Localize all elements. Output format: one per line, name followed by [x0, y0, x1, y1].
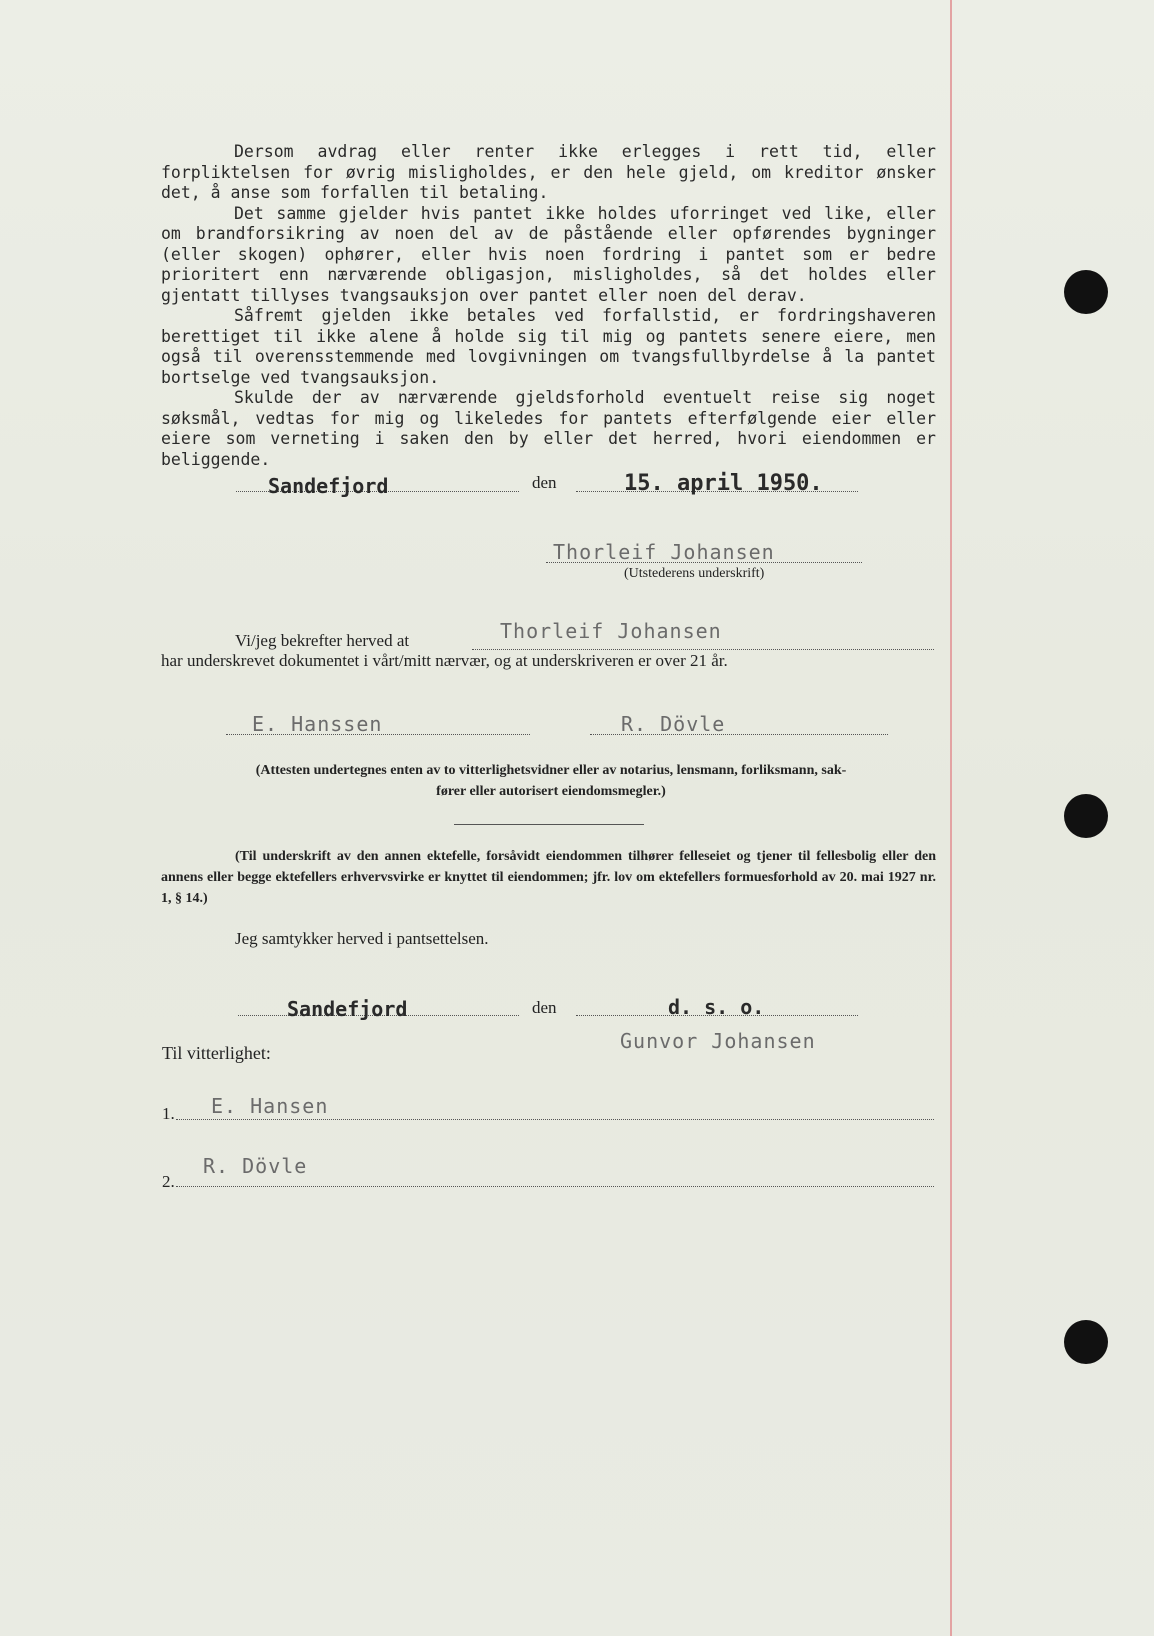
- witness-2-signature: R. Dövle: [203, 1154, 308, 1178]
- witness-2-number: 2.: [162, 1172, 175, 1191]
- punch-hole-top: [1064, 270, 1108, 314]
- issuer-caption: (Utstederens underskrift): [624, 566, 765, 581]
- witness-b-signature: R. Dövle: [621, 712, 726, 736]
- witness-a-signature: E. Hanssen: [252, 712, 383, 736]
- punch-hole-bottom: [1064, 1320, 1108, 1364]
- punch-hole-middle: [1064, 794, 1108, 838]
- confirm-name-line: [472, 649, 934, 650]
- witness-1-number: 1.: [162, 1104, 175, 1123]
- witness-heading: Til vitterlighet:: [162, 1043, 271, 1063]
- attest-note: [161, 760, 941, 802]
- witness-2-line: [176, 1186, 934, 1187]
- den-label-1: den: [532, 473, 557, 492]
- paragraph-default: Dersom avdrag eller renter ikke erlegges i rett tid, eller forpliktelsen for øvrig misligholdes, er den hele gjeld, om kreditor ønsker det, å anse som forfallen til betaling.: [161, 142, 936, 202]
- terms-text: [161, 142, 936, 470]
- paragraph-maturity: Såfremt gjelden ikke betales ved forfallstid, er fordringshaveren berettiget til ikke alene å holde sig til mig og pantets senere eiere, men også til overensstemmende med lovgivningen om tvangsfullbyrdelse å la pantet bortselge ved tvangsauksjon.: [161, 306, 936, 387]
- witness-1-signature: E. Hansen: [211, 1094, 329, 1118]
- witness-b-line: [590, 734, 888, 735]
- date-2: d. s. o.: [668, 995, 765, 1019]
- margin-rule: [950, 0, 952, 1636]
- section-divider: [454, 824, 644, 825]
- date-1: 15. april 1950.: [624, 471, 823, 496]
- den-label-2: den: [532, 998, 557, 1017]
- confirm-suffix: har underskrevet dokumentet i vårt/mitt nærvær, og at underskriveren er over 21 år.: [161, 651, 728, 670]
- confirm-prefix: Vi/jeg bekrefter herved at: [235, 631, 410, 650]
- attest-note-line-1: (Attesten undertegnes enten av to vitterlighetsvidner eller av notarius, lensmann, forliksmann, sak-: [255, 763, 847, 778]
- paragraph-deterioration: Det samme gjelder hvis pantet ikke holdes uforringet ved like, eller om brandforsikring av noen del av de påstående eller opførendes bygninger (eller skogen) ophører, eller hvis noen fordring i pantet som er bedre prioritert enn nærværende obligasjon, misligholdes, så det holdes eller gjentatt tillyses tvangsauksjon over pantet eller noen del derav.: [161, 203, 936, 305]
- paragraph-venue: Skulde der av nærværende gjeldsforhold eventuelt reise sig noget søksmål, vedtas for mig og likeledes for pantets efterfølgende eier eller eiere som verneting i saken den by eller det herred, hvori eiendommen er beliggende.: [161, 388, 936, 469]
- witness-1-line: [176, 1119, 934, 1120]
- place-2: Sandefjord: [287, 997, 408, 1021]
- consent-text: Jeg samtykker herved i pantsettelsen.: [235, 929, 489, 948]
- confirm-name: Thorleif Johansen: [500, 619, 722, 643]
- witness-a-line: [226, 734, 530, 735]
- place-1: Sandefjord: [268, 474, 389, 498]
- spouse-note: (Til underskrift av den annen ektefelle, forsåvidt eiendommen tilhører felleseiet og tjener til fellesbolig eller den annens eller begge ektefellers erhvervsvirke er knyttet til eiendommen; jfr. lov om ektefellers formuesforhold av 20. mai 1927 nr. 1, § 14.): [161, 849, 936, 906]
- issuer-signature: Thorleif Johansen: [553, 540, 775, 564]
- spouse-signature: Gunvor Johansen: [620, 1029, 816, 1053]
- attest-note-line-2: fører eller autorisert eiendomsmegler.): [436, 784, 666, 799]
